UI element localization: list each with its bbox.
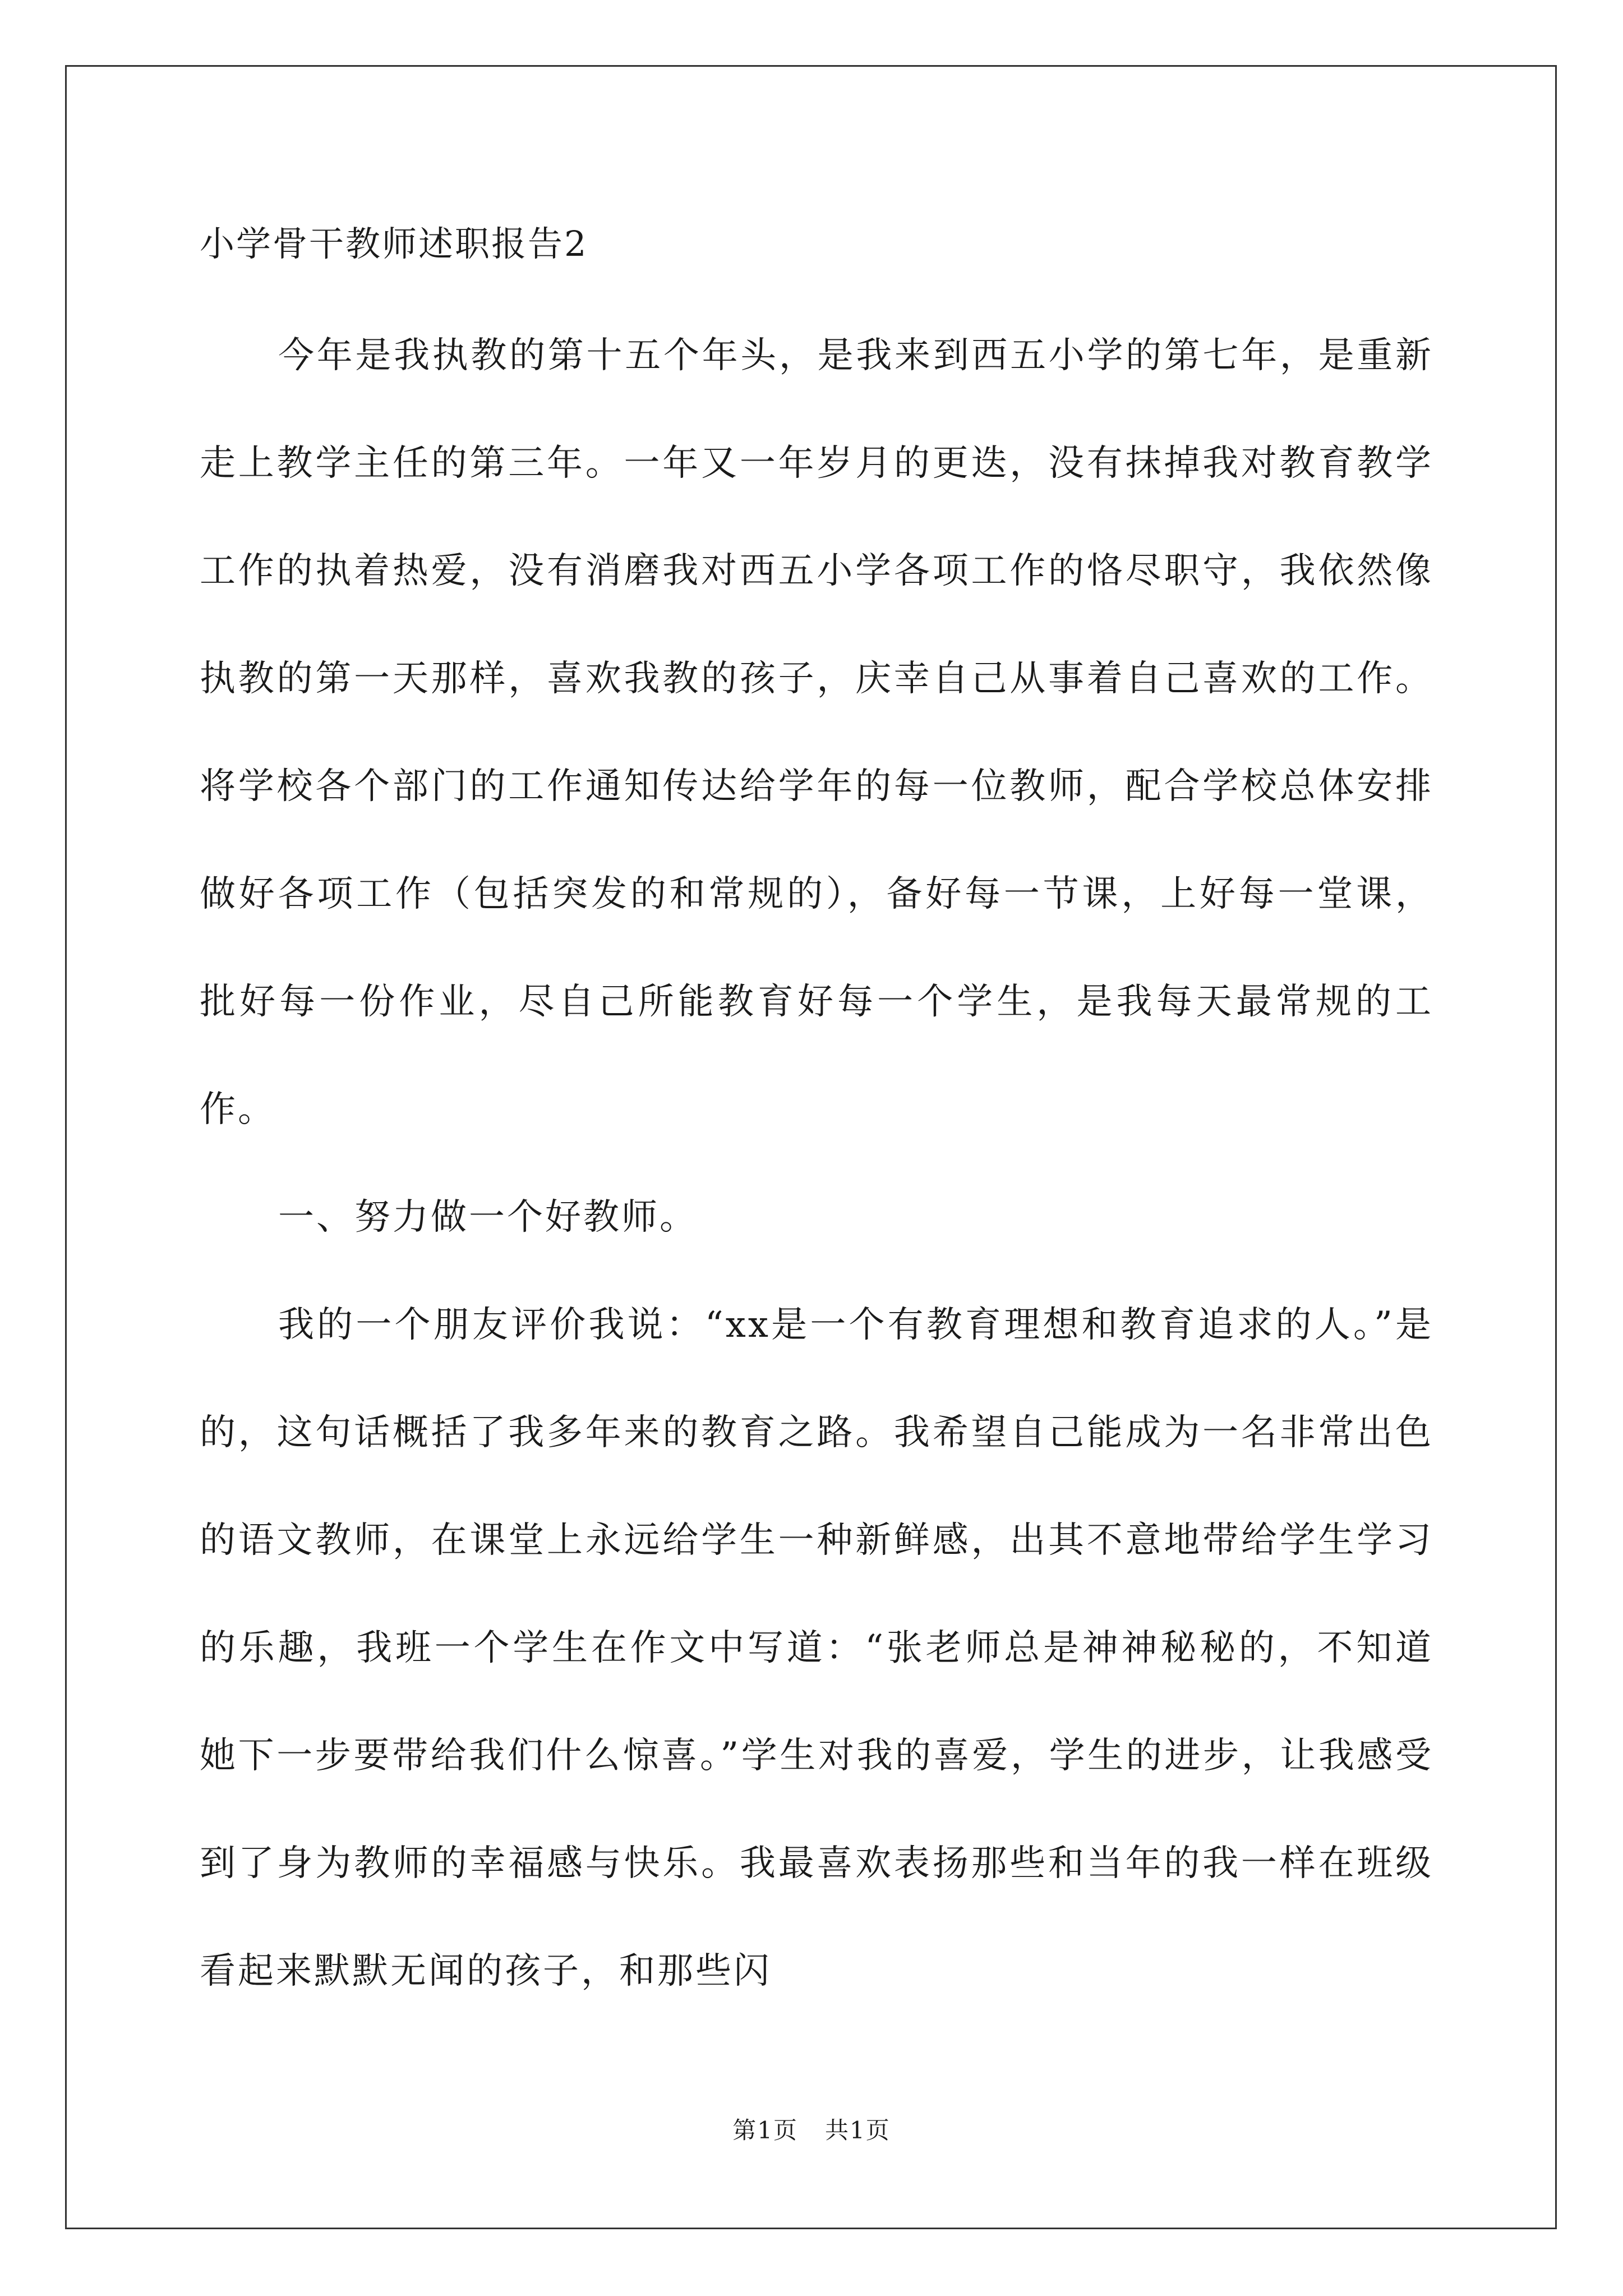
page-footer xyxy=(0,2114,1623,2147)
section-heading: 一、努力做一个好教师。 xyxy=(278,1197,698,1238)
document-title: 小学骨干教师述职报告2 xyxy=(200,223,588,264)
intro-paragraph: 今年是我执教的第十五个年头，是我来到西五小学的第七年，是重新走上教学主任的第三年。一年又一年岁月的更迭，没有抹掉我对教育教学工作的执着热爱，没有消磨我对西五小学各项工作的恪尽职守，我依然像执教的第一天那样，喜欢我教的孩子，庆幸自己从事着自己喜欢的工作。将学校各个部门的工作通知传达给学年的每一位教师，配合学校总体安排做好各项工作（包括突发的和常规的），备好每一节课，上好每一堂课，批好每一份作业，尽自己所能教育好每一个学生，是我每天最常规的工作。 xyxy=(200,335,1433,1130)
page-number: 第1页 xyxy=(732,2116,798,2144)
page-total: 共1页 xyxy=(825,2116,891,2144)
document-body xyxy=(200,219,1433,2025)
section-paragraph: 我的一个朋友评价我说：“xx是一个有教育理想和教育追求的人。”是的，这句话概括了我多年来的教育之路。我希望自己能成为一名非常出色的语文教师，在课堂上永远给学生一种新鲜感，出其不意地带给学生学习的乐趣，我班一个学生在作文中写道：“张老师总是神神秘秘的，不知道她下一步要带给我们什么惊喜。”学生对我的喜爱，学生的进步，让我感受到了身为教师的幸福感与快乐。我最喜欢表扬那些和当年的我一样在班级看起来默默无闻的孩子，和那些闪 xyxy=(200,1304,1433,1992)
